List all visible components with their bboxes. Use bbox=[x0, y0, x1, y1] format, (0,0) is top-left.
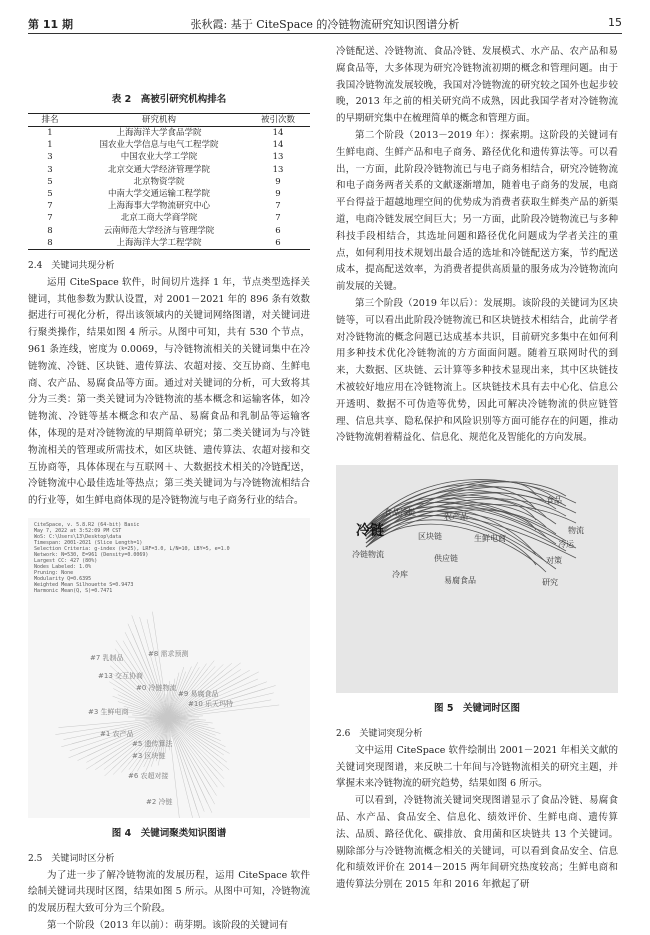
table-row bbox=[28, 176, 310, 188]
left-column bbox=[28, 44, 310, 935]
cluster-label: #3 区块链 bbox=[132, 748, 166, 765]
table-cell-rank: 8 bbox=[28, 225, 72, 237]
section-2-5-paragraph-1: 为了进一步了解冷链物流的发展历程，运用 CiteSpace 软件绘制关键词共现时区图，结果如图 5 所示。从图中可知，冷链物流的发展历程大致可分为三个阶段。 bbox=[28, 868, 310, 918]
section-2-5-title: 2.5 关键词时区分析 bbox=[28, 851, 310, 868]
meta-line: Pruning: None bbox=[34, 570, 230, 576]
table-header-org: 研究机构 bbox=[72, 113, 246, 126]
figure-5-caption: 图 5 关键词时区图 bbox=[336, 701, 618, 718]
table-cell-citations: 9 bbox=[246, 176, 310, 188]
table-cell-citations: 13 bbox=[246, 164, 310, 176]
meta-line: May 7, 2022 at 3:52:09 PM CST bbox=[34, 528, 230, 534]
table-row bbox=[28, 164, 310, 176]
table-cell-org: 中南大学交通运输工程学院 bbox=[72, 188, 246, 200]
meta-line: Network: N=530, E=961 (Density=0.0069) bbox=[34, 552, 230, 558]
table-row bbox=[28, 225, 310, 237]
meta-line: WoS: C:\Users\13\Desktop\data bbox=[34, 534, 230, 540]
table-row bbox=[28, 127, 310, 140]
table-cell-rank: 3 bbox=[28, 164, 72, 176]
table2 bbox=[28, 113, 310, 250]
cluster-label: #13 交互协商 bbox=[98, 668, 143, 685]
issue-number: 第 11 期 bbox=[28, 16, 73, 32]
table-cell-rank: 5 bbox=[28, 188, 72, 200]
cluster-label: #8 需求预测 bbox=[148, 646, 189, 663]
cluster-label: #1 农产品 bbox=[100, 726, 134, 743]
timezone-keyword: 对策 bbox=[546, 553, 562, 570]
timezone-keyword: 区块链 bbox=[418, 529, 442, 546]
timezone-keyword: 农产品 bbox=[444, 509, 468, 526]
table-cell-citations: 6 bbox=[246, 237, 310, 250]
table-cell-rank: 7 bbox=[28, 212, 72, 224]
table-cell-citations: 7 bbox=[246, 200, 310, 212]
timezone-keyword: 供应链 bbox=[434, 551, 458, 568]
timezone-keyword: 研究 bbox=[542, 575, 558, 592]
table-cell-org: 上海海事大学物流研究中心 bbox=[72, 200, 246, 212]
timezone-curves bbox=[336, 465, 618, 693]
table-row bbox=[28, 188, 310, 200]
table-cell-org: 上海海洋大学食品学院 bbox=[72, 127, 246, 140]
right-column bbox=[336, 44, 618, 894]
meta-line: Timespan: 2001-2021 (Slice Length=1) bbox=[34, 540, 230, 546]
table-cell-org: 国农业大学信息与电气工程学院 bbox=[72, 139, 246, 151]
table-cell-citations: 13 bbox=[246, 151, 310, 163]
section-2-4-title: 2.4 关键词共现分析 bbox=[28, 258, 310, 275]
table-row bbox=[28, 139, 310, 151]
section-2-6-paragraph-2: 可以看到，冷链物流关键词突现图谱显示了食品冷链、易腐食品、水产品、食品安全、信息化、绩效评价、生鲜电商、遗传算法、品质、路径优化、碳排放、食用菌和区块链共 13 个关键词。剔除部分与冷链物流概念相关的关键词，可以看到食品安全、信息化和绩效评价在 2014－2015 两年间研究热度较高；生鲜电商和遗传算法分别在 2015 年和 2016 年掀起了研 bbox=[336, 793, 618, 894]
table-cell-rank: 8 bbox=[28, 237, 72, 250]
meta-line: Largest CC: 427 (80%) bbox=[34, 558, 230, 564]
running-header bbox=[28, 14, 622, 32]
table-cell-org: 北京工商大学商学院 bbox=[72, 212, 246, 224]
cluster-label: #9 易腐食品 bbox=[178, 686, 219, 703]
table-cell-org: 北京物资学院 bbox=[72, 176, 246, 188]
running-title: 张秋霞: 基于 CiteSpace 的冷链物流研究知识图谱分析 bbox=[28, 16, 622, 32]
figure-4-caption: 图 4 关键词聚类知识图谱 bbox=[28, 826, 310, 843]
table-cell-org: 上海海洋大学工程学院 bbox=[72, 237, 246, 250]
timezone-keyword: 冷库 bbox=[392, 567, 408, 584]
table-cell-citations: 7 bbox=[246, 212, 310, 224]
cluster-label: #10 乐天玛特 bbox=[188, 696, 233, 713]
cluster-label: #3 生鲜电商 bbox=[88, 704, 129, 721]
table-cell-org: 中国农业大学工学院 bbox=[72, 151, 246, 163]
meta-line: Selection Criteria: g-index (k=25), LRF=3.0, L/N=10, LBY=5, e=1.0 bbox=[34, 546, 230, 552]
table-cell-rank: 7 bbox=[28, 200, 72, 212]
section-2-5-paragraph-2: 第一个阶段（2013 年以前）：萌芽期。该阶段的关键词有 bbox=[28, 918, 310, 935]
timezone-keyword: 食品 bbox=[546, 493, 562, 510]
table-row bbox=[28, 200, 310, 212]
timezone-keyword: 生鲜电商 bbox=[474, 531, 506, 548]
right-paragraph-3: 第三个阶段（2019 年以后）：发展期。该阶段的关键词为区块链等，可以看出此阶段冷链物流已和区块链技术相结合，此前学者对冷链物流的概念问题已达成基本共识，目前研究多集中在如何利用多种技术优化冷链物流的方方面面问题。随着互联网时代的到来，大数据、区块链、云计算等多种技术显现出来，其中区块链技术被较好地应用在冷链物流上。区块链技术具有去中心化、信息公开透明、数据不可伪造等优势，因此可解决冷链物流的供应链管理、信息共享、隐私保护和风险识别等方面可能存在的问题，推动冷链物流朝着精益化、信息化、规范化及智能化的方向发展。 bbox=[336, 296, 618, 447]
timezone-keyword: 易腐食品 bbox=[444, 573, 476, 590]
right-paragraph-2: 第二个阶段（2013－2019 年）：探索期。这阶段的关键词有生鲜电商、生鲜产品和电子商务、路径优化和遗传算法等。可以看出，一方面，此阶段冷链物流已与电子商务相结合，研究冷链物流和电子商务两者关系的文献逐渐增加，随着电子商务的发展，电商平台得益于超越地理空间的优势成为消费者获取生鲜类产品的新渠道，电商冷链发展空间巨大；另一方面，此阶段冷链物流已与多种科技手段相结合，其选址问题和路径优化问题成为学者关注的重点，如何利用技术规划出最合适的选址和冷链配送方案，节约配送成本，提高配送效率，为消费者提供高质量的服务成为冷链物流向前发展的关键。 bbox=[336, 128, 618, 296]
timezone-keyword: 冷链物流 bbox=[352, 547, 384, 564]
table-row bbox=[28, 212, 310, 224]
table-cell-rank: 1 bbox=[28, 139, 72, 151]
table-header-row bbox=[28, 113, 310, 126]
citespace-meta bbox=[34, 522, 230, 594]
meta-line: Harmonic Mean(Q, S)=0.7471 bbox=[34, 588, 230, 594]
table-header-rank: 排名 bbox=[28, 113, 72, 126]
cluster-label: #0 冷链物流 bbox=[136, 680, 177, 697]
table-cell-citations: 14 bbox=[246, 127, 310, 140]
meta-line: Nodes Labeled: 1.0% bbox=[34, 564, 230, 570]
section-2-6-paragraph-1: 文中运用 CiteSpace 软件绘制出 2001－2021 年相关文献的关键词突现图谱，来反映二十年间与冷链物流相关的研究主题，并掌握未来冷链物流的研究趋势，结果如图 6 所示。 bbox=[336, 743, 618, 793]
timezone-keyword: 冷链 bbox=[356, 523, 384, 540]
timezone-keyword: 食品冷链 bbox=[384, 505, 416, 522]
table-cell-rank: 3 bbox=[28, 151, 72, 163]
section-2-6-title: 2.6 关键词突现分析 bbox=[336, 726, 618, 743]
cluster-label: #2 冷链 bbox=[146, 794, 173, 811]
table-cell-org: 云南师范大学经济与管理学院 bbox=[72, 225, 246, 237]
cluster-label: #5 遗传算法 bbox=[132, 736, 173, 753]
timezone-keyword: 冷运 bbox=[558, 537, 574, 554]
figure-5-timezone-map bbox=[336, 465, 618, 693]
meta-line: CiteSpace, v. 5.8.R2 (64-bit) Basic bbox=[34, 522, 230, 528]
table-cell-rank: 5 bbox=[28, 176, 72, 188]
table2-caption: 表 2 高被引研究机构排名 bbox=[28, 92, 310, 109]
table-cell-citations: 14 bbox=[246, 139, 310, 151]
right-paragraph-1: 冷链配送、冷链物流、食品冷链、发展模式、水产品、农产品和易腐食品等，大多体现为研究冷链物流初期的概念和管理问题。由于我国冷链物流发展较晚，我国对冷链物流的研究较之国外也起步较晚，2013 年之前的相关研究尚不成熟，因此我国学者对冷链物流的早期研究集中在梳理简单的概念和管理方面。 bbox=[336, 44, 618, 128]
timezone-keyword: 物流 bbox=[568, 523, 584, 540]
cluster-label: #6 农超对接 bbox=[128, 768, 169, 785]
meta-line: Modularity Q=0.6395 bbox=[34, 576, 230, 582]
table-cell-rank: 1 bbox=[28, 127, 72, 140]
meta-line: Weighted Mean Silhouette S=0.9473 bbox=[34, 582, 230, 588]
table-cell-org: 北京交通大学经济管理学院 bbox=[72, 164, 246, 176]
section-2-4-paragraph: 运用 CiteSpace 软件，时间切片选择 1 年，节点类型选择关键词，其他参数为默认设置，对 2001－2021 年的 896 条有效数据进行可视化分析，得出该领域内的关键词网络图谱，对关键词进行聚类操作，结果如图 4 所示。从图中可知，共有 530 个节点，961 条连线，密度为 0.0069，与冷链物流相关的关键词集中在冷链物流、冷链、区块链、遗传算法、农超对接、交互协商、生鲜电商、农产品、易腐食品等方面。通过对关键词的分析，可大致将其分为三类：第一类关键词为冷链物流的基本概念和运输客体，如冷链物流、冷链等基本概念和农产品、易腐食品和乳制品等运输客体，体现的是对冷链物流的早期简单研究；第二类关键词为与冷链物流相关的管理或所需技术，如区块链、遗传算法、农超对接和交互协商等，具体体现在与互联网＋、大数据技术相关的冷链配送，冷链物流中心最佳选址等热点；第三类关键词为与冷链物流相结合的行业等，如生鲜电商体现的是冷链物流与电子商务行业的结合。 bbox=[28, 275, 310, 510]
figure-4-cluster-map bbox=[28, 518, 310, 818]
header-rule bbox=[28, 33, 622, 34]
table-row bbox=[28, 151, 310, 163]
table-header-citations: 被引次数 bbox=[246, 113, 310, 126]
table-cell-citations: 9 bbox=[246, 188, 310, 200]
table-row bbox=[28, 237, 310, 250]
cluster-label: #7 乳制品 bbox=[90, 650, 124, 667]
page-number: 15 bbox=[608, 16, 622, 29]
table-cell-citations: 6 bbox=[246, 225, 310, 237]
